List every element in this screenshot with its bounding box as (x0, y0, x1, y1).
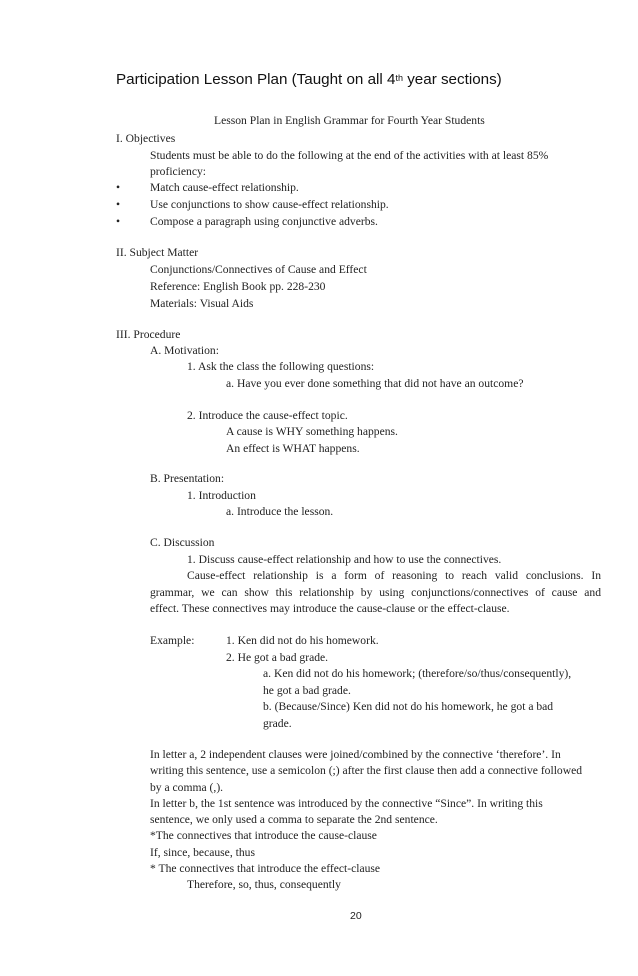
cause-connectives-heading: *The connectives that introduce the cause-clause (150, 829, 377, 842)
presentation-heading: B. Presentation: (150, 472, 225, 485)
example-a-cont: he got a bad grade. (263, 684, 351, 697)
discussion-paragraph-line: effect. These connectives may introduce the cause-clause or the effect-clause. (150, 602, 510, 615)
example-label: Example: (150, 634, 195, 647)
header-superscript: th (395, 73, 403, 83)
discussion-step-1: 1. Discuss cause-effect relationship and how to use the connectives. (187, 553, 502, 566)
example-b: b. (Because/Since) Ken did not do his homework, he got a bad (263, 700, 554, 713)
explanation-line: sentence, we only used a comma to separate the 2nd sentence. (150, 813, 438, 826)
subject-matter-heading: II. Subject Matter (116, 246, 199, 259)
objective-item: Match cause-effect relationship. (150, 181, 299, 194)
motivation-heading: A. Motivation: (150, 344, 219, 357)
discussion-paragraph-line: Cause-effect relationship is a form of reasoning to reach valid conclusions. In (187, 569, 601, 582)
objectives-heading: I. Objectives (116, 132, 176, 145)
subject-line: Conjunctions/Connectives of Cause and Effect (150, 263, 367, 276)
header-text: Participation Lesson Plan (Taught on all 4 (116, 71, 396, 88)
effect-definition: An effect is WHAT happens. (226, 442, 360, 455)
discussion-paragraph-line: grammar, we can show this relationship by using conjunctions/connectives of cause and (150, 586, 601, 599)
cause-connectives-list: If, since, because, thus (150, 846, 255, 859)
objective-item: Compose a paragraph using conjunctive adverbs. (150, 215, 378, 228)
page-header (116, 71, 502, 89)
bullet: • (116, 198, 121, 211)
motivation-step-2: 2. Introduce the cause-effect topic. (187, 409, 348, 422)
lesson-plan-subtitle: Lesson Plan in English Grammar for Fourth Year Students (214, 114, 485, 127)
objective-item: Use conjunctions to show cause-effect relationship. (150, 198, 389, 211)
example-b-cont: grade. (263, 717, 292, 730)
explanation-line: by a comma (,). (150, 781, 224, 794)
explanation-line: writing this sentence, use a semicolon (;) after the first clause then add a connective followed (150, 764, 583, 777)
bullet: • (116, 215, 121, 228)
example-a: a. Ken did not do his homework; (therefore/so/thus/consequently), (263, 667, 572, 680)
example-sentence-1: 1. Ken did not do his homework. (226, 634, 379, 647)
motivation-question: a. Have you ever done something that did not have an outcome? (226, 377, 524, 390)
example-sentence-2: 2. He got a bad grade. (226, 651, 329, 664)
subject-line: Reference: English Book pp. 228-230 (150, 280, 326, 293)
header-text-end: year sections) (402, 71, 502, 88)
objectives-intro: Students must be able to do the following at the end of the activities with at least 85% (150, 149, 549, 162)
discussion-heading: C. Discussion (150, 536, 215, 549)
explanation-line: In letter b, the 1st sentence was introduced by the connective “Since”. In writing this (150, 797, 543, 810)
procedure-heading: III. Procedure (116, 328, 181, 341)
presentation-step-1a: a. Introduce the lesson. (226, 505, 334, 518)
effect-connectives-heading: * The connectives that introduce the effect-clause (150, 862, 381, 875)
page-number: 20 (350, 910, 362, 922)
effect-connectives-list: Therefore, so, thus, consequently (187, 878, 341, 891)
subject-line: Materials: Visual Aids (150, 297, 254, 310)
explanation-line: In letter a, 2 independent clauses were joined/combined by the connective ‘therefore’. In (150, 748, 561, 761)
presentation-step-1: 1. Introduction (187, 489, 256, 502)
cause-definition: A cause is WHY something happens. (226, 425, 398, 438)
bullet: • (116, 181, 121, 194)
objectives-intro-cont: proficiency: (150, 165, 207, 178)
motivation-step-1: 1. Ask the class the following questions: (187, 360, 375, 373)
